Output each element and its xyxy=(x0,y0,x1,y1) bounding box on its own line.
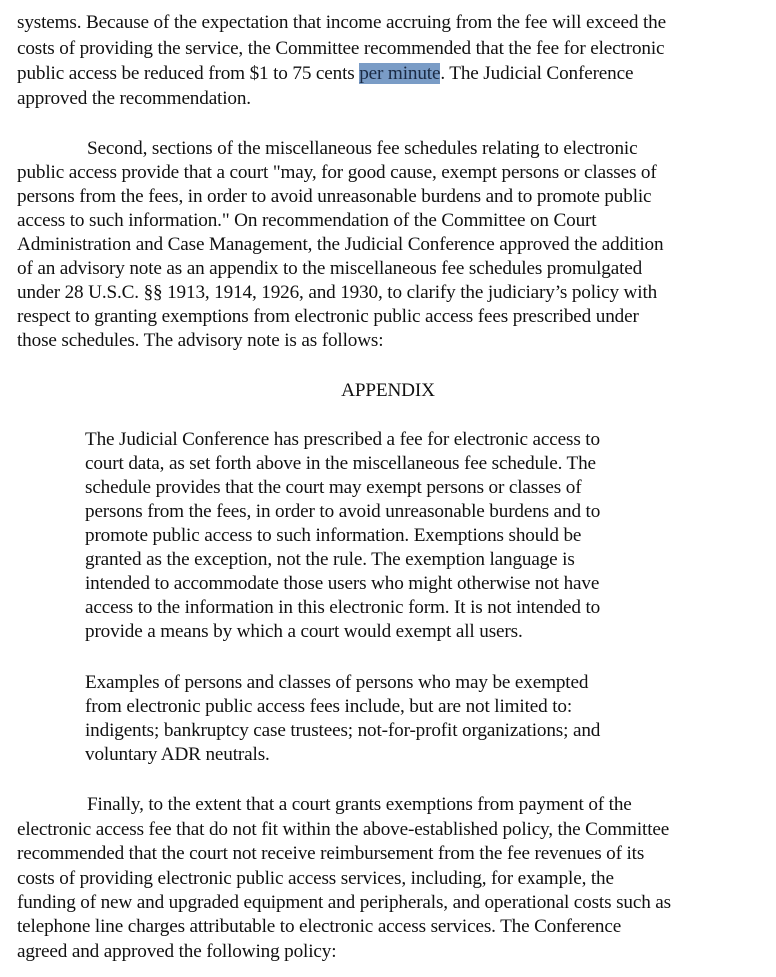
text-line: Finally, to the extent that a court grants exemptions from payment of the xyxy=(87,794,632,815)
text-line: intended to accommodate those users who might otherwise not have xyxy=(85,573,600,594)
text-line: court data, as set forth above in the miscellaneous fee schedule. The xyxy=(85,453,596,474)
text-line: costs of providing electronic public access services, including, for example, the xyxy=(17,868,614,889)
text-line: promote public access to such information. Exemptions should be xyxy=(85,525,582,546)
appendix-heading: APPENDIX xyxy=(341,380,435,401)
text-line: access to the information in this electronic form. It is not intended to xyxy=(85,597,601,618)
text-line: indigents; bankruptcy case trustees; not-for-profit organizations; and xyxy=(85,720,601,741)
text-line: provide a means by which a court would exempt all users. xyxy=(85,621,523,642)
text-line: approved the recommendation. xyxy=(17,88,251,109)
text-line: funding of new and upgraded equipment and peripherals, and operational costs such as xyxy=(17,892,671,913)
text-line: voluntary ADR neutrals. xyxy=(85,744,270,765)
text-line: persons from the fees, in order to avoid unreasonable burdens and to xyxy=(85,501,601,522)
text-line: agreed and approved the following policy: xyxy=(17,941,337,962)
text-line: The Judicial Conference has prescribed a fee for electronic access to xyxy=(85,429,600,450)
text-segment: public access be reduced from $1 to 75 cents xyxy=(17,63,360,84)
text-line: electronic access fee that do not fit within the above-established policy, the Committee xyxy=(17,819,670,840)
text-segment: . The Judicial Conference xyxy=(440,63,634,84)
text-line: recommended that the court not receive reimbursement from the fee revenues of its xyxy=(17,843,645,864)
text-line xyxy=(17,62,633,86)
text-line: access to such information." On recommendation of the Committee on Court xyxy=(17,210,597,231)
text-line: respect to granting exemptions from electronic public access fees prescribed under xyxy=(17,306,639,327)
text-line: Examples of persons and classes of persons who may be exempted xyxy=(85,672,589,693)
text-line: costs of providing the service, the Committee recommended that the fee for electronic xyxy=(17,38,665,59)
text-line: from electronic public access fees include, but are not limited to: xyxy=(85,696,573,717)
text-line: those schedules. The advisory note is as follows: xyxy=(17,330,384,351)
text-line: telephone line charges attributable to electronic access services. The Conference xyxy=(17,916,622,937)
text-line: Second, sections of the miscellaneous fee schedules relating to electronic xyxy=(87,138,638,159)
text-line: under 28 U.S.C. §§ 1913, 1914, 1926, and 1930, to clarify the judiciary’s policy with xyxy=(17,282,658,303)
selected-text-highlight[interactable]: per minute xyxy=(359,63,441,84)
text-line: schedule provides that the court may exempt persons or classes of xyxy=(85,477,582,498)
text-line: granted as the exception, not the rule. The exemption language is xyxy=(85,549,575,570)
text-line: public access provide that a court "may, for good cause, exempt persons or classes of xyxy=(17,162,657,183)
text-line: systems. Because of the expectation that income accruing from the fee will exceed the xyxy=(17,12,666,33)
text-line: persons from the fees, in order to avoid unreasonable burdens and to promote public xyxy=(17,186,652,207)
text-line: Administration and Case Management, the Judicial Conference approved the addition xyxy=(17,234,664,255)
text-line: of an advisory note as an appendix to the miscellaneous fee schedules promulgated xyxy=(17,258,643,279)
